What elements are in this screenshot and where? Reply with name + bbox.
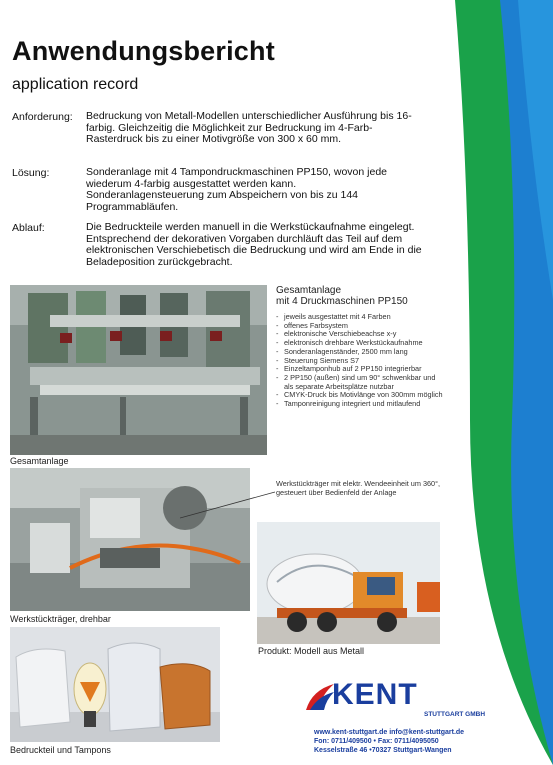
feature-list-title-line2: mit 4 Druckmaschinen PP150 bbox=[276, 296, 408, 307]
feature-list bbox=[276, 313, 446, 409]
contact-web[interactable]: www.kent-stuttgart.de info@kent-stuttgart.de bbox=[314, 729, 465, 736]
list-item: - Einzeltamponhub auf 2 PP150 integrierbar bbox=[276, 365, 446, 374]
solution-label: Lösung: bbox=[12, 167, 50, 179]
carrier-note: Werkstückträger mit elektr. Wendeeinheit um 360°, gesteuert über Bedienfeld der Anlage bbox=[276, 479, 441, 497]
parts-photo bbox=[10, 627, 220, 742]
page-subtitle: application record bbox=[12, 76, 139, 93]
company-logo-sub: STUTTGART GMBH bbox=[424, 711, 486, 718]
list-item: - 2 PP150 (außen) sind um 90° schwenkbar und als separate Arbeitsplätze nutzbar bbox=[276, 374, 446, 391]
contact-phone: Fon: 0711/409500 • Fax: 0711/4095050 bbox=[314, 738, 439, 745]
note-connector-line bbox=[180, 490, 280, 520]
page-title: Anwendungsbericht bbox=[12, 36, 275, 66]
parts-caption: Bedruckteil und Tampons bbox=[10, 745, 111, 755]
process-label: Ablauf: bbox=[12, 222, 45, 234]
feature-list-title-line1: Gesamtanlage bbox=[276, 285, 342, 296]
product-photo bbox=[257, 522, 440, 644]
company-logo: KENT bbox=[332, 678, 418, 711]
process-text: Die Bedruckteile werden manuell in die Werkstückaufnahme eingelegt. Entsprechend der dekorativen Vorgaben durchläuft das Teil auf dem elektronischen Verschiebetisch die Bedruckung und wird am Ende in die Beladeposition zurückgebracht. bbox=[86, 221, 422, 268]
product-caption: Produkt: Modell aus Metall bbox=[258, 646, 365, 656]
list-item: - Sonderanlagenständer, 2500 mm lang bbox=[276, 348, 446, 357]
plant-caption: Gesamtanlage bbox=[10, 456, 69, 466]
plant-photo bbox=[10, 285, 267, 455]
list-item: - jeweils ausgestattet mit 4 Farben bbox=[276, 313, 446, 322]
list-item: - CMYK-Druck bis Motivlänge von 300mm möglich bbox=[276, 391, 446, 400]
list-item: - elektronische Verschiebeachse x-y bbox=[276, 330, 446, 339]
requirement-text: Bedruckung von Metall-Modellen unterschiedlicher Ausführung bis 16-farbig. Gleichzeitig die Möglichkeit zur Bedruckung im 4-Farb-Rasterdruck bis zu einer Motivgröße von 300 x 60 mm. bbox=[86, 110, 412, 145]
list-item: - Tamponreinigung integriert und mitlaufend bbox=[276, 400, 446, 409]
carrier-caption: Werkstückträger, drehbar bbox=[10, 614, 111, 624]
feature-list-title bbox=[276, 285, 408, 307]
list-item: - offenes Farbsystem bbox=[276, 322, 446, 331]
list-item: - elektronisch drehbare Werkstückaufnahme bbox=[276, 339, 446, 348]
contact-address: Kesselstraße 46 •70327 Stuttgart-Wangen bbox=[314, 747, 452, 754]
requirement-label: Anforderung: bbox=[12, 111, 73, 123]
list-item: - Steuerung Siemens S7 bbox=[276, 357, 446, 366]
solution-text: Sonderanlage mit 4 Tampondruckmaschinen PP150, wovon jede wiederum 4-farbig ausgestattet werden kann. Sonderanlagensteuerung zum Abspeichern von bis zu 144 Programmabläufen. bbox=[86, 166, 387, 213]
